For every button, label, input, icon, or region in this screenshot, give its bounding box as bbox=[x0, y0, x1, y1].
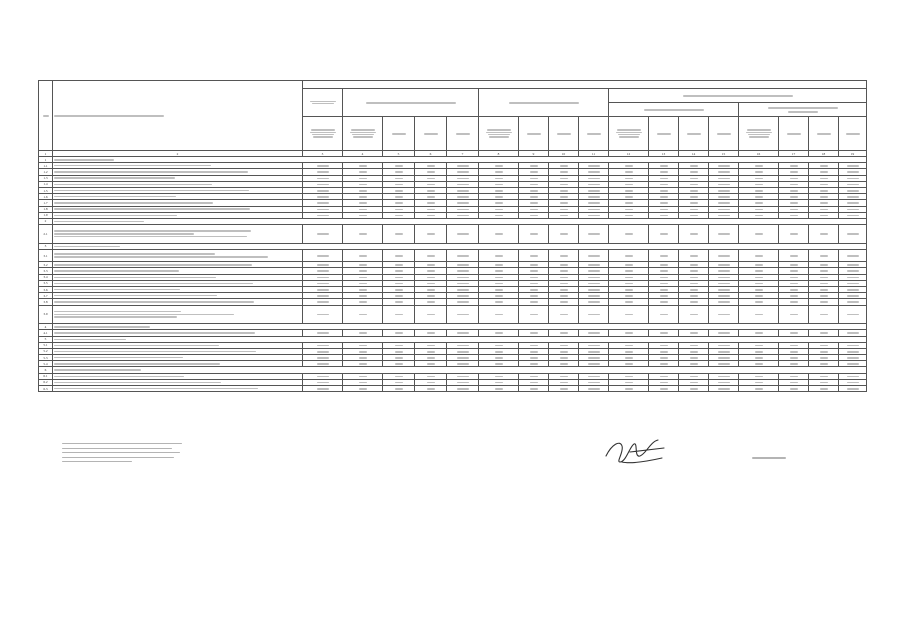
header-subcol bbox=[447, 117, 479, 151]
signer-name-text bbox=[752, 457, 786, 459]
table-cell bbox=[649, 225, 679, 244]
table-cell bbox=[839, 249, 867, 261]
row-number: 5.3 bbox=[39, 355, 53, 361]
header-losses bbox=[609, 103, 739, 117]
footer-note-line bbox=[62, 443, 182, 444]
column-number: 16 bbox=[739, 151, 779, 157]
header-subcol bbox=[579, 117, 609, 151]
header-subcol bbox=[549, 117, 579, 151]
table-cell bbox=[519, 249, 549, 261]
table-cell bbox=[579, 225, 609, 244]
table-cell bbox=[303, 249, 343, 261]
table-cell bbox=[709, 249, 739, 261]
header-subcol bbox=[679, 117, 709, 151]
row-name bbox=[53, 225, 303, 244]
row-number: 3.3 bbox=[39, 268, 53, 274]
table-cell bbox=[479, 249, 519, 261]
table-cell bbox=[303, 305, 343, 324]
table-cell bbox=[447, 249, 479, 261]
table-cell bbox=[679, 225, 709, 244]
table-cell bbox=[343, 249, 383, 261]
header-energy-efficiency bbox=[609, 89, 867, 103]
header-subcol bbox=[383, 117, 415, 151]
header-subcol bbox=[343, 117, 383, 151]
row-number: 1.8 bbox=[39, 206, 53, 212]
table-row bbox=[39, 249, 867, 261]
column-number: 3 bbox=[303, 151, 343, 157]
row-number: 5 bbox=[39, 336, 53, 342]
row-number: 3 bbox=[39, 243, 53, 249]
table-cell bbox=[739, 225, 779, 244]
header-subcol bbox=[479, 117, 519, 151]
table-cell bbox=[809, 249, 839, 261]
row-number: 5.1 bbox=[39, 342, 53, 348]
row-number: 3.6 bbox=[39, 286, 53, 292]
header-subcol bbox=[809, 117, 839, 151]
table-cell bbox=[447, 225, 479, 244]
footer-note-line bbox=[62, 452, 180, 453]
column-number: 5 bbox=[383, 151, 415, 157]
row-number: 3.7 bbox=[39, 293, 53, 299]
table-cell bbox=[609, 249, 649, 261]
header-subcol bbox=[779, 117, 809, 151]
row-number: 1.3 bbox=[39, 175, 53, 181]
column-number: 18 bbox=[809, 151, 839, 157]
column-number: 2 bbox=[53, 151, 303, 157]
table-cell bbox=[839, 305, 867, 324]
row-number: 3.2 bbox=[39, 262, 53, 268]
table-cell bbox=[779, 225, 809, 244]
table-cell bbox=[739, 249, 779, 261]
table-row bbox=[39, 305, 867, 324]
table-cell bbox=[709, 386, 739, 392]
column-number: 1 bbox=[39, 151, 53, 157]
row-number: 3.9 bbox=[39, 305, 53, 324]
header-no bbox=[39, 81, 53, 151]
column-number: 19 bbox=[839, 151, 867, 157]
table-cell bbox=[479, 305, 519, 324]
table-cell bbox=[649, 249, 679, 261]
table-cell bbox=[679, 249, 709, 261]
table-cell bbox=[709, 225, 739, 244]
table-cell bbox=[519, 386, 549, 392]
row-number: 3.4 bbox=[39, 274, 53, 280]
table-cell bbox=[383, 386, 415, 392]
column-number: 7 bbox=[447, 151, 479, 157]
table-cell bbox=[779, 249, 809, 261]
column-number: 15 bbox=[709, 151, 739, 157]
header-subcol bbox=[519, 117, 549, 151]
row-number: 6.3 bbox=[39, 386, 53, 392]
table-cell bbox=[709, 305, 739, 324]
table-cell bbox=[479, 225, 519, 244]
column-number: 6 bbox=[415, 151, 447, 157]
table-cell bbox=[447, 386, 479, 392]
footer-note-line bbox=[62, 457, 174, 458]
row-number: 1.4 bbox=[39, 181, 53, 187]
row-number: 3.1 bbox=[39, 249, 53, 261]
table-cell bbox=[415, 305, 447, 324]
column-number: 17 bbox=[779, 151, 809, 157]
table-cell bbox=[609, 386, 649, 392]
header-subcol bbox=[709, 117, 739, 151]
row-number: 1.5 bbox=[39, 187, 53, 193]
table-cell bbox=[519, 225, 549, 244]
header-subcol bbox=[739, 117, 779, 151]
tariff-table-container bbox=[38, 80, 866, 392]
row-number: 3.5 bbox=[39, 280, 53, 286]
header-subcol bbox=[839, 117, 867, 151]
table-cell bbox=[779, 386, 809, 392]
table-cell bbox=[579, 305, 609, 324]
row-name bbox=[53, 305, 303, 324]
column-number: 12 bbox=[609, 151, 649, 157]
row-number: 6 bbox=[39, 367, 53, 373]
column-number: 10 bbox=[549, 151, 579, 157]
table-cell bbox=[549, 386, 579, 392]
row-number: 1.7 bbox=[39, 200, 53, 206]
table-cell bbox=[579, 249, 609, 261]
table-cell bbox=[649, 386, 679, 392]
table-cell bbox=[549, 305, 579, 324]
row-name bbox=[53, 249, 303, 261]
table-cell bbox=[809, 225, 839, 244]
header-name bbox=[53, 81, 303, 151]
row-number: 1.1 bbox=[39, 163, 53, 169]
row-number: 4.1 bbox=[39, 330, 53, 336]
table-cell bbox=[519, 305, 549, 324]
table-cell bbox=[343, 225, 383, 244]
table-cell bbox=[383, 305, 415, 324]
table-cell bbox=[343, 386, 383, 392]
table-cell bbox=[447, 305, 479, 324]
header-subcol bbox=[303, 117, 343, 151]
table-cell bbox=[809, 386, 839, 392]
table-cell bbox=[649, 305, 679, 324]
header-subcol bbox=[415, 117, 447, 151]
table-row bbox=[39, 386, 867, 392]
row-number: 6.1 bbox=[39, 373, 53, 379]
footer-note-line bbox=[62, 448, 172, 449]
row-number: 1.2 bbox=[39, 169, 53, 175]
tariff-table bbox=[38, 80, 867, 392]
table-body bbox=[39, 157, 867, 392]
column-number: 13 bbox=[649, 151, 679, 157]
table-cell bbox=[679, 305, 709, 324]
table-cell bbox=[303, 225, 343, 244]
table-cell bbox=[479, 386, 519, 392]
row-number: 5.2 bbox=[39, 348, 53, 354]
table-cell bbox=[809, 305, 839, 324]
row-number: 4 bbox=[39, 324, 53, 330]
column-number: 9 bbox=[519, 151, 549, 157]
table-cell bbox=[739, 305, 779, 324]
table-cell bbox=[383, 225, 415, 244]
row-number: 1 bbox=[39, 157, 53, 163]
column-number: 8 bbox=[479, 151, 519, 157]
header-specific-consumption bbox=[739, 103, 867, 117]
footer-note bbox=[62, 440, 202, 466]
table-cell bbox=[839, 386, 867, 392]
row-number: 1.6 bbox=[39, 194, 53, 200]
row-number: 2 bbox=[39, 218, 53, 224]
table-cell bbox=[839, 225, 867, 244]
header-subcol bbox=[649, 117, 679, 151]
table-cell bbox=[415, 386, 447, 392]
table-cell bbox=[415, 249, 447, 261]
table-cell bbox=[679, 386, 709, 392]
table-cell bbox=[579, 386, 609, 392]
table-cell bbox=[739, 386, 779, 392]
table-cell bbox=[549, 225, 579, 244]
row-number: 2.1 bbox=[39, 225, 53, 244]
header-base-level bbox=[303, 89, 343, 117]
table-cell bbox=[549, 249, 579, 261]
row-number: 3.8 bbox=[39, 299, 53, 305]
header-group-main bbox=[303, 81, 867, 89]
table-cell bbox=[779, 305, 809, 324]
table-cell bbox=[303, 386, 343, 392]
table-cell bbox=[343, 305, 383, 324]
table-row bbox=[39, 225, 867, 244]
header-reliability bbox=[479, 89, 609, 117]
footer-note-line bbox=[62, 461, 132, 462]
column-number: 4 bbox=[343, 151, 383, 157]
row-number: 5.4 bbox=[39, 361, 53, 367]
row-number: 6.2 bbox=[39, 379, 53, 385]
handwritten-signature bbox=[600, 432, 670, 468]
header-efficiency-index bbox=[343, 89, 479, 117]
signer-name bbox=[752, 456, 792, 460]
column-number: 11 bbox=[579, 151, 609, 157]
table-cell bbox=[415, 225, 447, 244]
table-cell bbox=[383, 249, 415, 261]
table-cell bbox=[609, 305, 649, 324]
column-number: 14 bbox=[679, 151, 709, 157]
row-name bbox=[53, 386, 303, 392]
table-cell bbox=[609, 225, 649, 244]
header-subcol bbox=[609, 117, 649, 151]
table-header bbox=[39, 81, 867, 157]
row-number: 1.9 bbox=[39, 212, 53, 218]
